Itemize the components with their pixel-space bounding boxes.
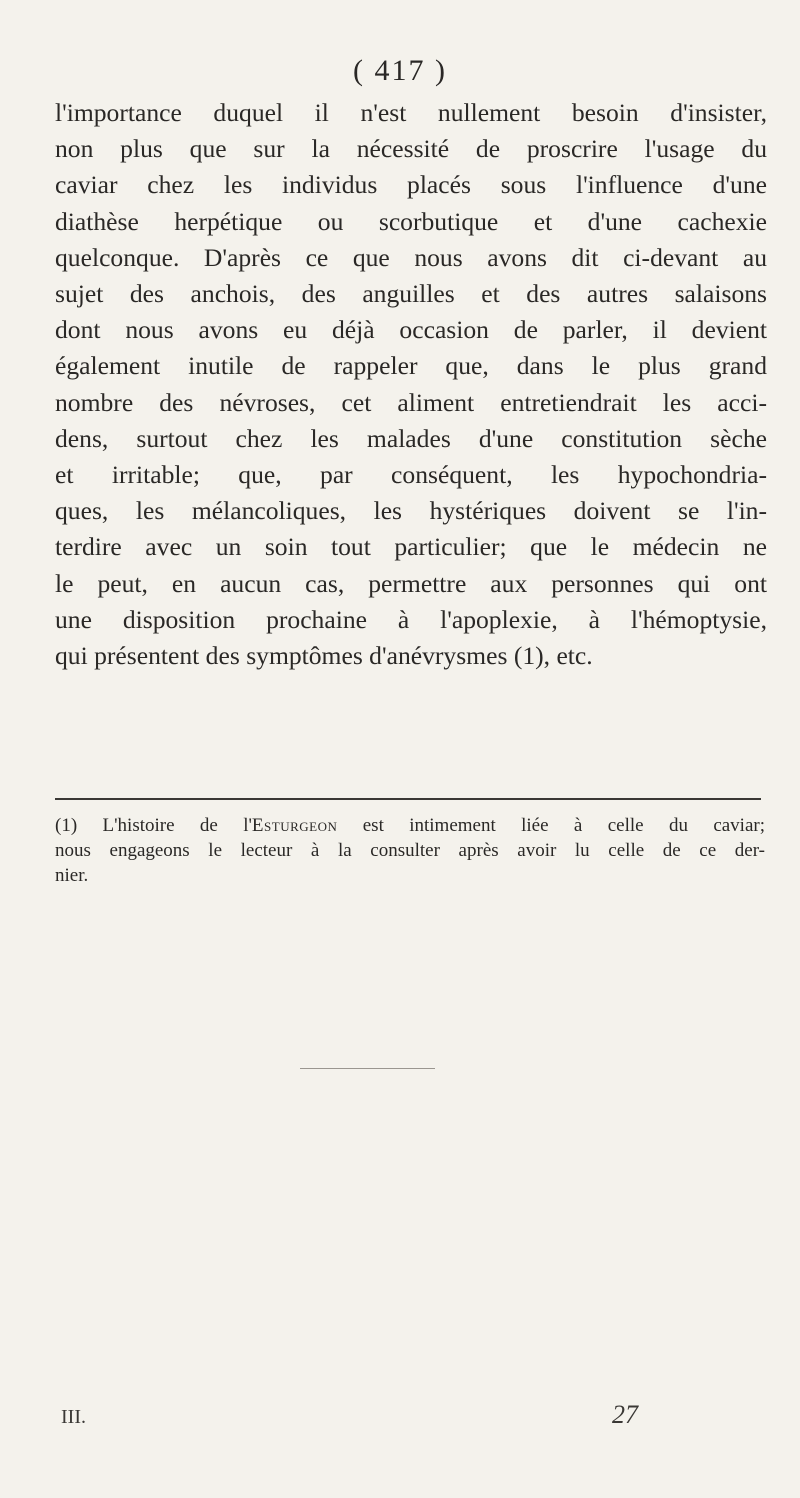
body-line: qui présentent des symptômes d'anévrysmes (1), etc. [55, 641, 593, 671]
body-line: l'importance duquel il n'est nullement besoin d'insister, [55, 98, 767, 127]
body-line: terdire avec un soin tout particulier; que le médecin ne [55, 532, 767, 562]
body-text [55, 95, 767, 674]
body-line: diathèse herpétique ou scorbutique et d'une cachexie [55, 206, 767, 236]
signature-mark: III. [61, 1406, 86, 1428]
body-line: quelconque. D'après ce que nous avons dit ci-devant au [55, 242, 767, 272]
footnote-line [55, 813, 765, 838]
printer-mark-dash [300, 1068, 435, 1069]
body-line: dens, surtout chez les malades d'une constitution sèche [55, 423, 767, 453]
body-line: nombre des névroses, cet aliment entretiendrait les acci- [55, 387, 767, 417]
body-line: non plus que sur la nécessité de proscrire l'usage du [55, 134, 767, 164]
body-line: ques, les mélancoliques, les hystériques doivent se l'in- [55, 496, 767, 526]
footnote-separator-rule [55, 798, 761, 800]
footnote [55, 813, 765, 888]
page-number: ( 417 ) [353, 54, 447, 87]
body-line: également inutile de rappeler que, dans le plus grand [55, 351, 767, 381]
body-line: le peut, en aucun cas, permettre aux personnes qui ont [55, 568, 767, 598]
body-line: une disposition prochaine à l'apoplexie, à l'hémoptysie, [55, 604, 767, 634]
footnote-line: nier. [55, 865, 89, 886]
footnote-smallcaps-term: Esturgeon [251, 815, 338, 836]
body-line: dont nous avons eu déjà occasion de parler, il devient [55, 315, 767, 345]
body-line: sujet des anchois, des anguilles et des autres salaisons [55, 279, 767, 309]
catchword: 27 [612, 1400, 638, 1429]
footnote-text: (1) L'histoire de l' [55, 815, 252, 836]
body-line: et irritable; que, par conséquent, les hypochondria- [55, 460, 767, 490]
body-line: caviar chez les individus placés sous l'influence d'une [55, 170, 767, 200]
footnote-line: nous engageons le lecteur à la consulter après avoir lu celle de ce der- [55, 840, 765, 861]
footnote-text: est intimement liée à celle du caviar; [337, 815, 765, 836]
